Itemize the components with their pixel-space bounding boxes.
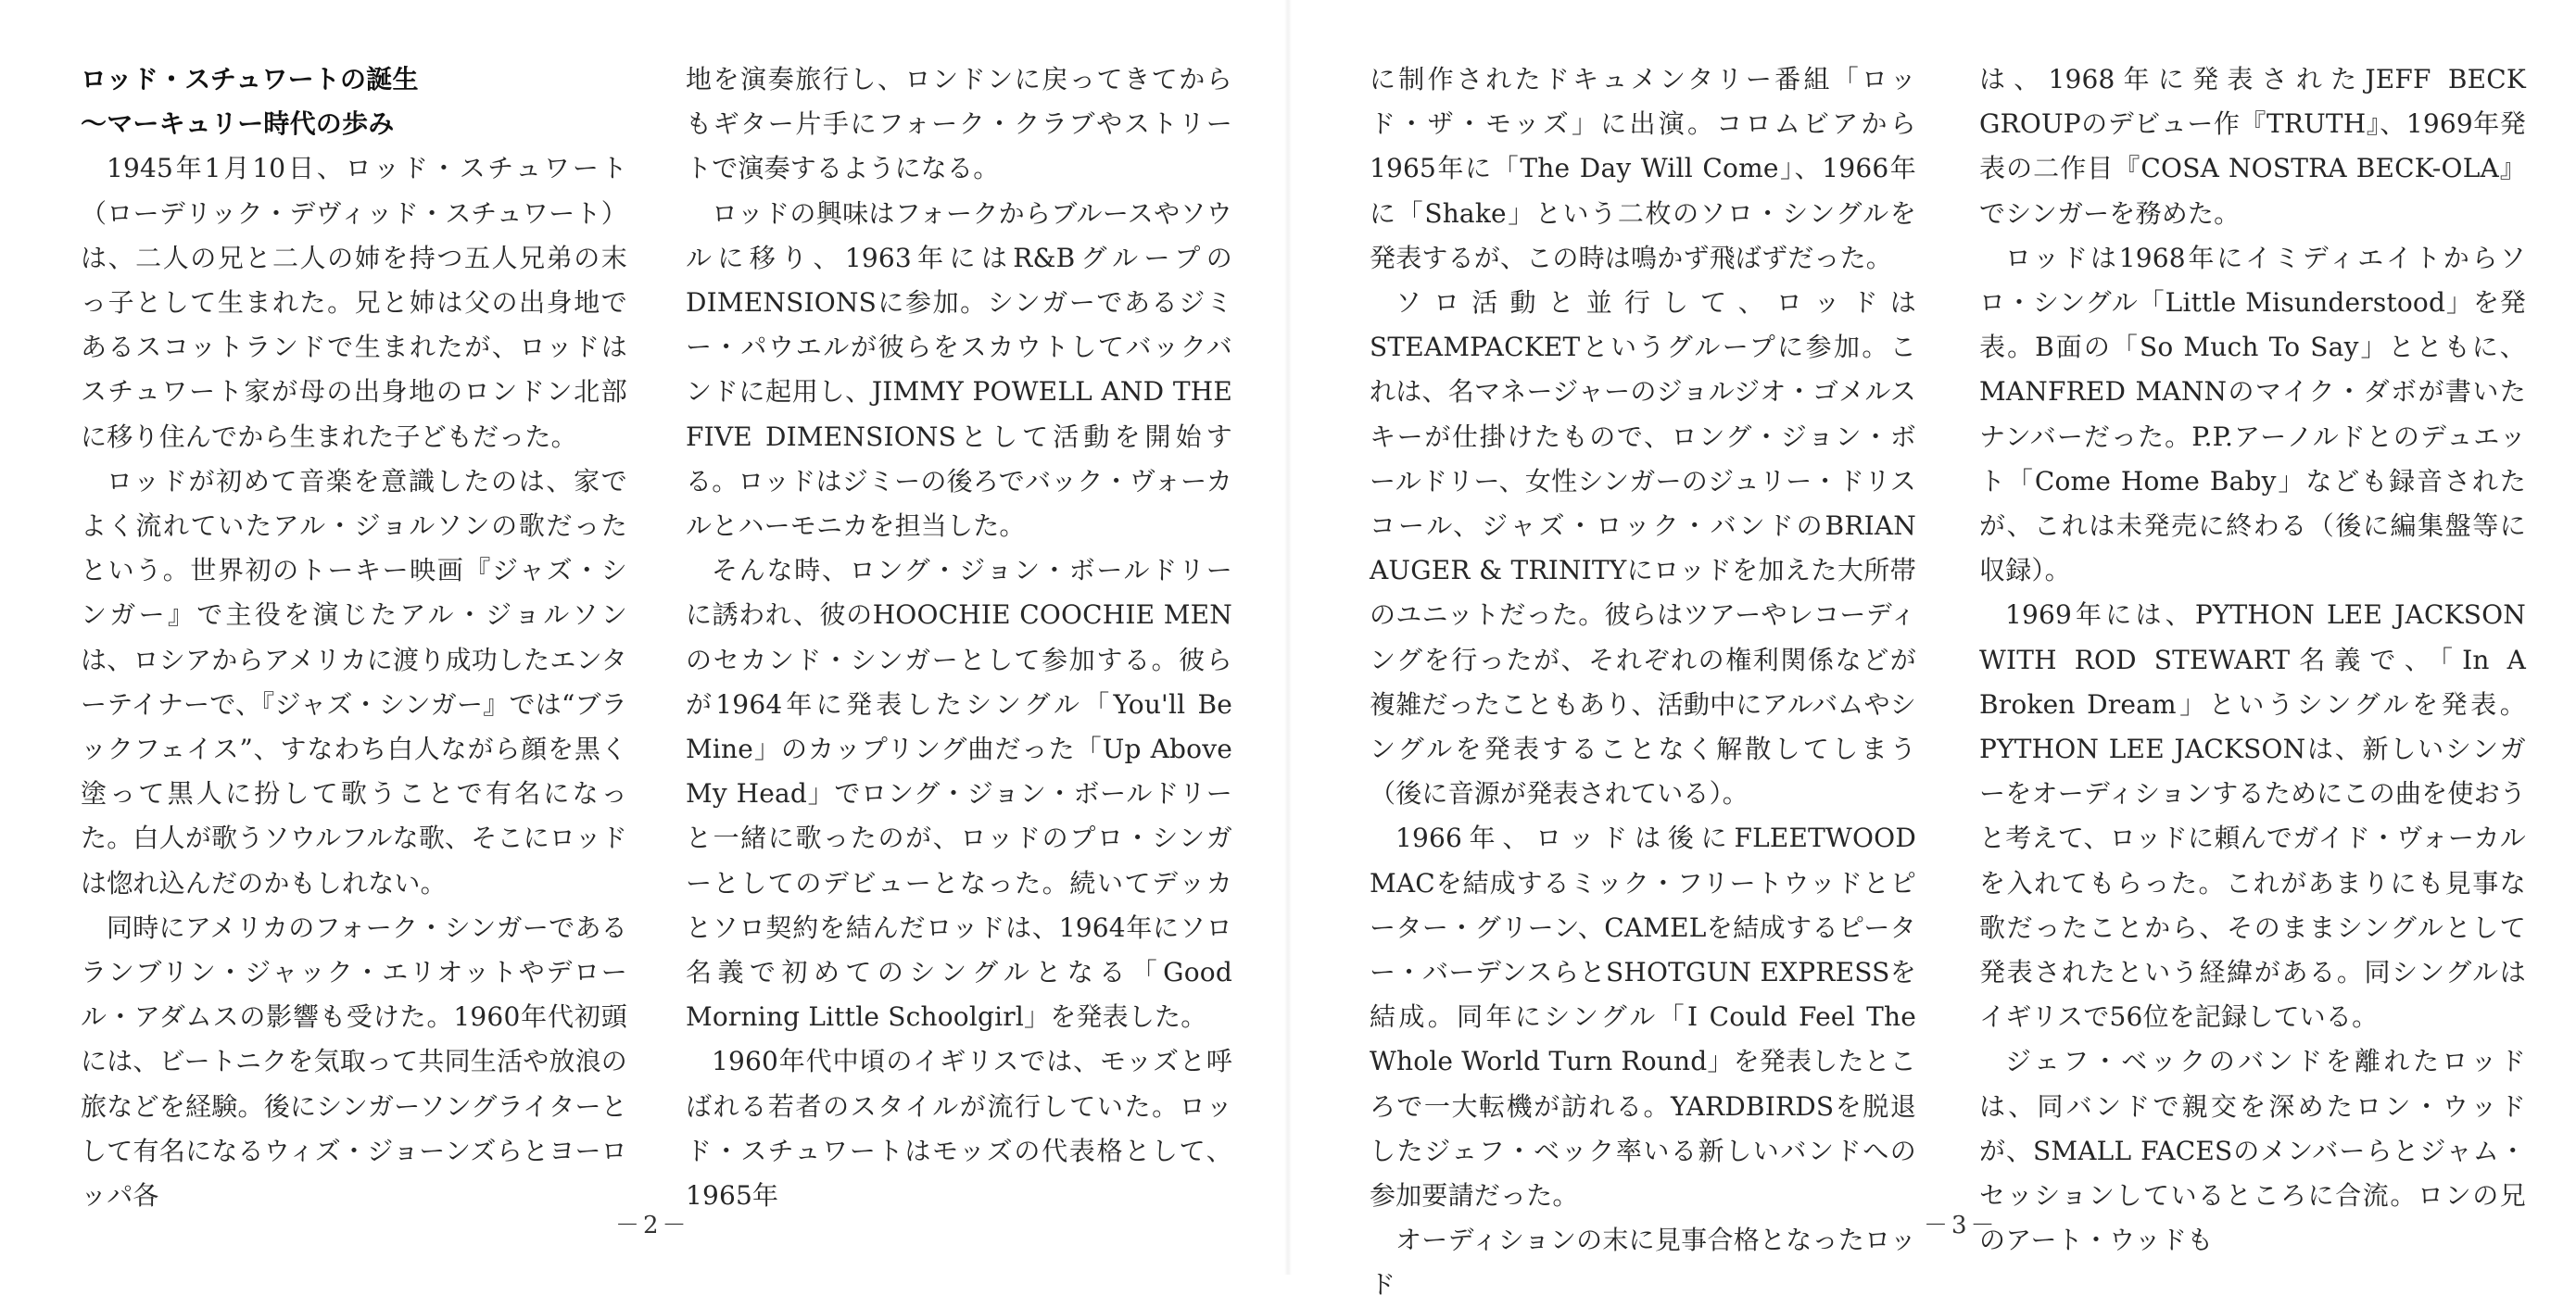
paragraph-small-faces: ジェフ・ベックのバンドを離れたロッドは、同バンドで親交を深めたロン・ウッドが、SMALL FACESのメンバーらとジャム・セッションしているところに合流。ロンの兄のアート・ウッドも [1979,1046,2526,1256]
column-3 [1370,57,1916,1308]
column-2 [686,57,1232,1218]
page-left [0,0,1288,1275]
page-number: －2－ [615,1212,690,1239]
page-right [1288,0,2576,1301]
paragraph-python-lee-jackson: 1969年には、PYTHON LEE JACKSON WITH ROD STEWART名義で、「In A Broken Dream」というシングルを発表。PYTHON LEE JACKSONは、新しいシンガーをオーディションするためにこの曲を使おうと考えて、ロッドに頼んでガイド・ヴォーカルを入れてもらった。これがあまりにも見事な歌だったことから、そのままシングルとして発表されたという経緯がある。同シングルはイギリスで56位を記録している。 [1979,599,2526,1033]
section-heading-line-1: ロッド・スチュワートの誕生 [81,64,419,94]
paragraph-hoochie-coochie-men: そんな時、ロング・ジョン・ボールドリーに誘われ、彼のHOOCHIE COOCHIE MENのセカンド・シンガーとして参加する。彼らが1964年に発表したシングル「You'll Be Mine」のカップリング曲だった「Up Above My Head」でロング・ジョン・ボールドリーと一緒に歌ったのが、ロッドのプロ・シンガーとしてのデビューとなった。続いてデッカとソロ契約を結んだロッドは、1964年にソロ名義で初めてのシングルとなる「Good Morning Little Schoolgirl」を発表した。 [686,555,1232,1033]
section-heading-line-2: ～マーキュリー時代の歩み [81,108,395,140]
paragraph-dimensions: ロッドの興味はフォークからブルースやソウルに移り、1963年にはR&BグループのDIMENSIONSに参加。シンガーであるジミー・パウエルが彼らをスカウトしてバックバンドに起用し、JIMMY POWELL AND THE FIVE DIMENSIONSとして活動を開始する。ロッドはジミーの後ろでバック・ヴォーカルとハーモニカを担当した。 [686,197,1232,542]
paragraph-folk-influence: 同時にアメリカのフォーク・シンガーであるランブリン・ジャック・エリオットやデロール・アダムスの影響も受けた。1960年代初頭には、ビートニクを気取って共同生活や放浪の旅などを経験。後にシンガーソングライターとして有名になるウィズ・ジョーンズらとヨーロッパ各 [81,912,627,1212]
paragraph-shotgun-express: 1966年、ロッドは後にFLEETWOOD MACを結成するミック・フリートウッドとピーター・グリーン、CAMELを結成するピーター・バーデンスらとSHOTGUN EXPRESSを結成。同年にシングル「I Could Feel The Whole World Turn Round」を発表したところで一大転機が訪れる。YARDBIRDSを脱退したジェフ・ベック率いる新しいバンドへの参加要請だった。 [1370,823,1916,1212]
paragraph-mods: 1960年代中頃のイギリスでは、モッズと呼ばれる若者のスタイルが流行していた。ロッド・スチュワートはモッズの代表格として、1965年 [686,1046,1232,1212]
paragraph-birth: 1945年1月10日、ロッド・スチュワート（ローデリック・デヴィッド・スチュワート）は、二人の兄と二人の姉を持つ五人兄弟の末っ子として生まれた。兄と姉は父の出身地であるスコットランドで生まれたが、ロッドはスチュワート家が母の出身地のロンドン北部に移り住んでから生まれた子どもだった。 [81,153,627,452]
paragraph-continued: 地を演奏旅行し、ロンドンに戻ってきてからもギター片手にフォーク・クラブやストリートで演奏するようになる。 [686,64,1232,184]
paragraph-immediate-single: ロッドは1968年にイミディエイトからソロ・シングル「Little Misunderstood」を発表。B面の「So Much To Say」とともに、MANFRED MANNのマイク・ダボが書いたナンバーだった。P.P.アーノルドとのデュエット「Come Home Baby」なども録音されたが、これは未発売に終わる（後に編集盤等に収録）。 [1979,242,2526,586]
paragraph-continued: に制作されたドキュメンタリー番組「ロッド・ザ・モッズ」に出演。コロムビアから1965年に「The Day Will Come」、1966年に「Shake」という二枚のソロ・シングルを発表するが、この時は鳴かず飛ばずだった。 [1370,64,1916,273]
paragraph-al-jolson: ロッドが初めて音楽を意識したのは、家でよく流れていたアル・ジョルソンの歌だったという。世界初のトーキー映画『ジャズ・シンガー』で主役を演じたアル・ジョルソンは、ロシアからアメリカに渡り成功したエンターテイナーで、『ジャズ・シンガー』では“ブラックフェイス”、すなわち白人ながら顔を黒く塗って黒人に扮して歌うことで有名になった。白人が歌うソウルフルな歌、そこにロッドは惚れ込んだのかもしれない。 [81,465,627,899]
page-number: －3－ [1924,1212,1999,1239]
column-4 [1979,57,2526,1263]
paragraph-steampacket: ソロ活動と並行して、ロッドはSTEAMPACKETというグループに参加。これは、名マネージャーのジョルジオ・ゴメルスキーが仕掛けたもので、ロング・ジョン・ボールドリー、女性シンガーのジュリー・ドリスコール、ジャズ・ロック・バンドのBRIAN AUGER & TRINITYにロッドを加えた大所帯のユニットだった。彼らはツアーやレコーディングを行ったが、それぞれの権利関係などが複雑だったこともあり、活動中にアルバムやシングルを発表することなく解散してしまう（後に音源が発表されている）。 [1370,287,1916,810]
column-1 [81,57,627,1218]
paragraph-audition: オーディションの末に見事合格となったロッド [1370,1225,1916,1301]
paragraph-continued: は、1968年に発表されたJEFF BECK GROUPのデビュー作『TRUTH』、1969年発表の二作目『COSA NOSTRA BECK-OLA』でシンガーを務めた。 [1979,64,2526,229]
